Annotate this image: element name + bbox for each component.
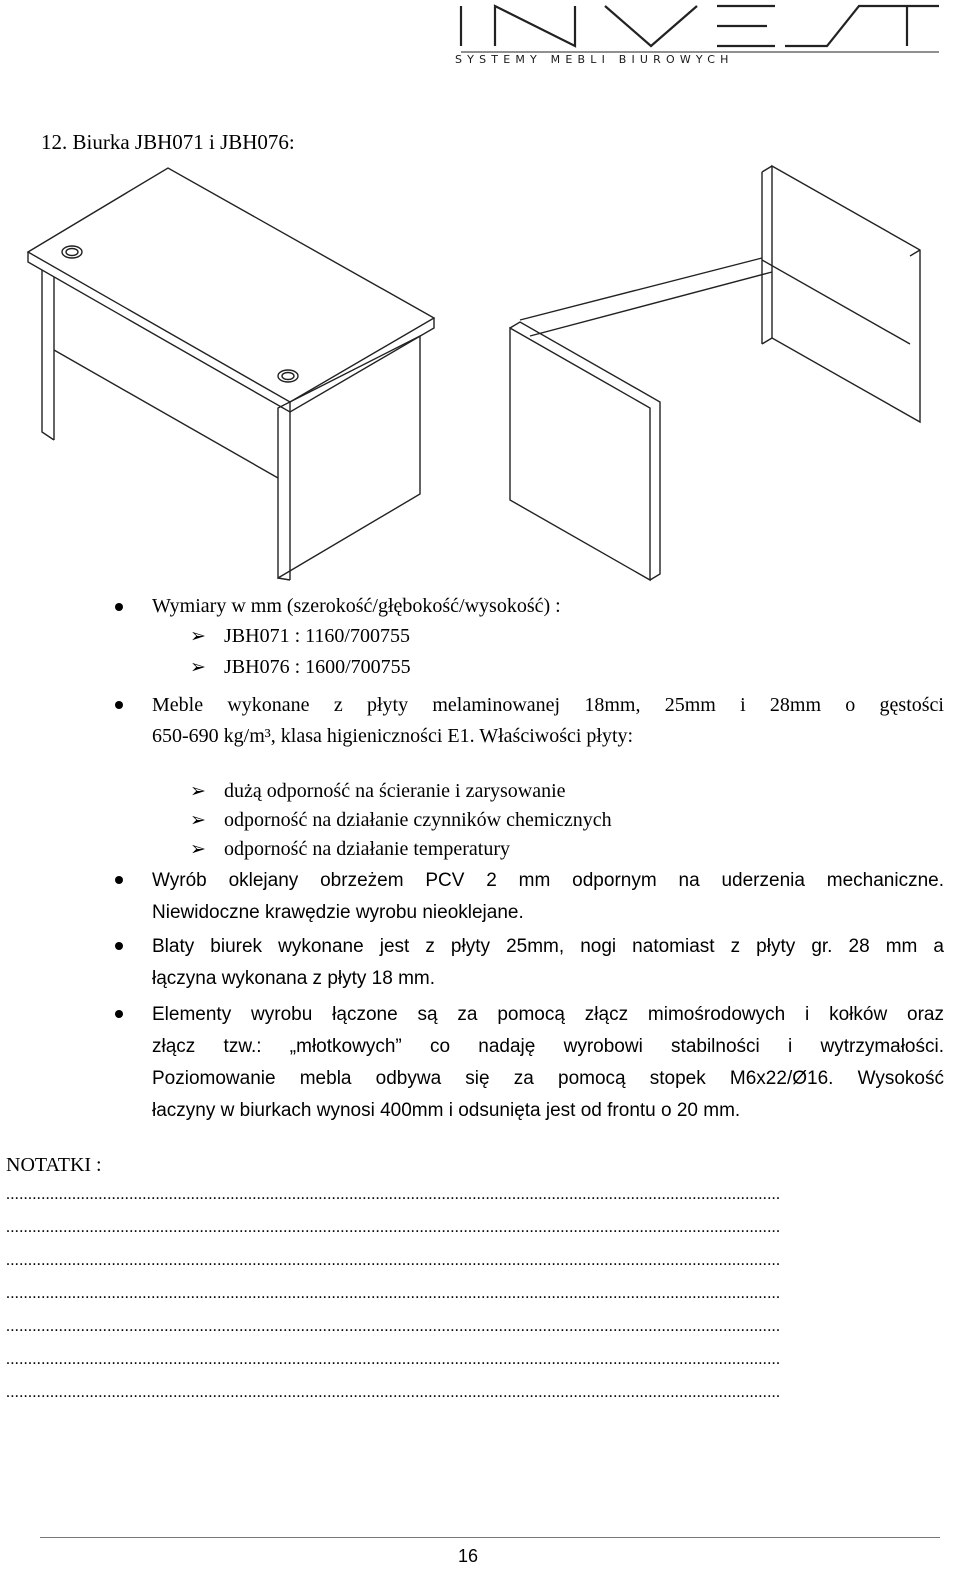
arrow-bullet-icon: ➢ (190, 781, 206, 802)
arrow-bullet-icon: ➢ (190, 810, 206, 831)
notes-line: ................................................................................................................................................................................ (6, 1318, 781, 1335)
material-line-1: Meble wykonane z płyty melaminowanej 18mm, 25mm i 28mm o gęstości (152, 694, 944, 716)
arrow-bullet-icon: ➢ (190, 626, 206, 647)
right-leg-panel (278, 336, 420, 578)
joints-line-2: złącz tzw.: „młotkowych” co nadaję wyrobowi stabilności i wytrzymałości. (152, 1036, 944, 1057)
logo-subtitle: SYSTEMY MEBLI BIUROWYCH (455, 53, 734, 66)
desktop-top (28, 168, 434, 402)
front-panel (510, 328, 650, 580)
material-line-2: 650-690 kg/m³, klasa higieniczności E1. Właściwości płyty: (152, 725, 634, 747)
desk-jbh076-drawing (500, 160, 930, 585)
property-temperature: odporność na działanie temperatury (224, 838, 510, 860)
model-jbh076: JBH076 : 1600/700755 (224, 656, 411, 678)
section-title: 12. Biurka JBH071 i JBH076: (41, 130, 295, 154)
bullet-icon (115, 876, 123, 884)
tops-line-2: łączyna wykonana z płyty 18 mm. (152, 968, 436, 989)
tops-line-1: Blaty biurek wykonane jest z płyty 25mm, nogi natomiast z płyty gr. 28 mm a (152, 936, 944, 957)
joints-line-4: łaczyny w biurkach wynosi 400mm i odsunięta jest od frontu o 20 mm. (152, 1100, 741, 1121)
edge-line-1: Wyrób oklejany obrzeżem PCV 2 mm odpornym na uderzenia mechaniczne. (152, 870, 944, 891)
joints-line-1: Elementy wyrobu łączone są za pomocą złącz mimośrodowych i kołków oraz (152, 1004, 944, 1025)
desk-jbh071-drawing (20, 160, 440, 585)
notes-line: ................................................................................................................................................................................ (6, 1186, 781, 1203)
notes-line: ................................................................................................................................................................................ (6, 1285, 781, 1302)
notes-line: ................................................................................................................................................................................ (6, 1219, 781, 1236)
property-chemical: odporność na działanie czynników chemicznych (224, 809, 612, 831)
arrow-bullet-icon: ➢ (190, 657, 206, 678)
notes-label: NOTATKI : (6, 1154, 102, 1176)
model-jbh071: JBH071 : 1160/700755 (224, 625, 410, 647)
bullet-icon (115, 701, 123, 709)
back-panel (772, 166, 920, 422)
page-number: 16 (458, 1546, 479, 1566)
bullet-icon (115, 603, 123, 611)
arrow-bullet-icon: ➢ (190, 839, 206, 860)
edge-line-2: Niewidoczne krawędzie wyrobu nieoklejane. (152, 902, 524, 923)
joints-line-3: Poziomowanie mebla odbywa się za pomocą stopek M6x22/Ø16. Wysokość (152, 1068, 944, 1089)
logo-wordmark (461, 6, 939, 46)
footer-rule (40, 1537, 940, 1538)
bullet-icon (115, 942, 123, 950)
dimensions-label: Wymiary w mm (szerokość/głębokość/wysokość) : (152, 595, 561, 617)
property-abrasion: dużą odporność na ścieranie i zarysowanie (224, 780, 566, 802)
notes-line: ................................................................................................................................................................................ (6, 1384, 781, 1401)
notes-line: ................................................................................................................................................................................ (6, 1351, 781, 1368)
notes-line: ................................................................................................................................................................................ (6, 1252, 781, 1269)
bullet-icon (115, 1010, 123, 1018)
cable-grommet (278, 370, 298, 382)
